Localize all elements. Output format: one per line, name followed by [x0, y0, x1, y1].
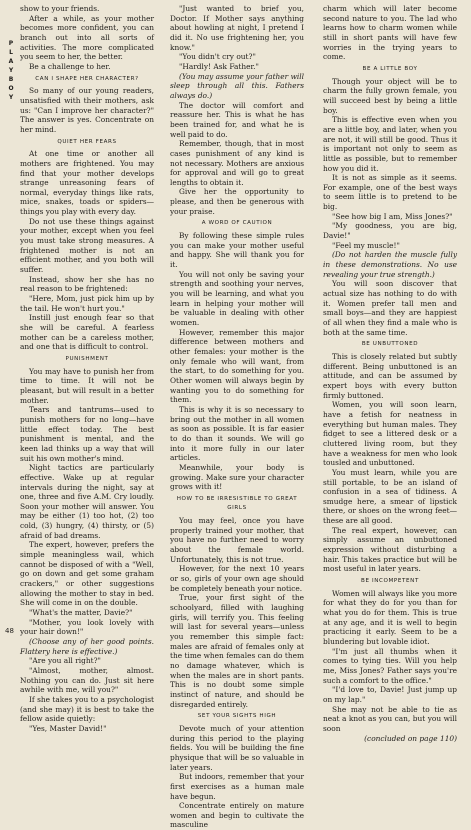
section-heading: CAN I SHAPE HER CHARACTER?: [35, 75, 139, 82]
masthead-letter: A: [8, 58, 14, 65]
paragraph: "What's the matter, Davie?": [29, 608, 133, 618]
continued-note: (concluded on page 110): [364, 733, 457, 743]
paragraph: Women will always like you more for what they do for you than for what you do for them. This is true at any age, and it is well to begin practicing it early. Seem to be a blundering but lovable idiot.: [323, 588, 457, 646]
paragraph: "Here, Mom, just pick him up by the tail. He won't hurt you.": [20, 294, 154, 313]
masthead-letter: B: [8, 76, 14, 83]
paragraph: By following these simple rules you can make your mother useful and happy. She will thank you for it.: [170, 231, 304, 270]
paragraph: (You may assume your father will sleep through all this. Fathers always do.): [170, 71, 304, 100]
masthead-letter: Y: [8, 67, 14, 74]
column-left: [20, 4, 154, 734]
paragraph: Remember, though, that in most cases punishment of any kind is not necessary. Mothers are anxious for approval and will go to great lengths to obtain it.: [170, 139, 304, 187]
playboy-masthead: [7, 40, 15, 102]
paragraph: Instill just enough fear so that she will be careful. A fearless mother can be a careless mother, and one that is difficult to control.: [20, 313, 154, 352]
paragraph: You may have to punish her from time to time. It will not be pleasant, but will result in a better mother.: [20, 366, 154, 405]
column-right: [323, 4, 457, 743]
paragraph: But indoors, remember that your first exercises as a human male have begun.: [170, 772, 304, 801]
paragraph: The doctor will comfort and reassure her. This is what he has been trained for, and what he is well paid to do.: [170, 100, 304, 139]
paragraph: charm which will later become second nature to you. The lad who learns how to charm women while still in short pants will have few worries in the trying years to come.: [323, 4, 457, 62]
paragraph: The real expert, however, can simply assume an unbuttoned expression without disturbing a hair. This takes practice but will be most useful in later years.: [323, 525, 457, 574]
paragraph: Instead, show her she has no real reason to be frightened:: [20, 274, 154, 294]
paragraph: Meanwhile, your body is growing. Make sure your character grows with it!: [170, 462, 304, 492]
paragraph: She may not be able to tie as neat a knot as you can, but you will soon: [323, 704, 457, 733]
paragraph: (Choose any of her good points. Flattery here is effective.): [20, 637, 154, 656]
paragraph: This is why it is so necessary to bring out the mother in all women as soon as possible. It is far easier to do than it sounds. We will go into it more fully in our later articles.: [170, 404, 304, 463]
paragraph: However, for the next 10 years or so, girls of your own age should be completely beneath your notice.: [170, 564, 304, 593]
paragraph: You will not only be saving your strength and soothing your nerves, you will be learning, and what you learn in helping your mother will be valuable in dealing with other women.: [170, 269, 304, 327]
paragraph: Be a challenge to her.: [29, 61, 111, 71]
paragraph: True, your first sight of the schoolyard, filled with laughing girls, will terrify you. This feeling will last for several years—unless you remember this simple fact: males are afraid of females only at the time when females can do them no damage whatever, which is when the males are in short pants. This is no doubt some simple instinct of nature, and should be disregarded entirely.: [170, 593, 304, 709]
masthead-letter: P: [8, 40, 14, 47]
section-heading: BE A LITTLE BOY: [362, 65, 418, 72]
paragraph: If she takes you to a psychologist (and she may) it is best to take the fellow aside quietly:: [20, 694, 154, 724]
paragraph: You will soon discover that actual size has nothing to do with it. Women prefer tall men and small boys—and they are happiest of all when they find a male who is both at the same time.: [323, 279, 457, 337]
section-heading: QUIET HER FEARS: [57, 138, 117, 145]
paragraph: Give her the opportunity to please, and then be generous with your praise.: [170, 187, 304, 216]
paragraph: "My goodness, you are big, Davie!": [323, 221, 457, 241]
section-heading: PUNISHMENT: [65, 355, 109, 362]
section-heading: A WORD OF CAUTION: [201, 220, 273, 227]
paragraph: Tears and tantrums—used to punish mothers for no long—have little effect today. The best punishment is mental, and the keen lad thinks up a way that will suit his own mother's mind.: [20, 405, 154, 463]
paragraph: "Hardly! Ask Father.": [179, 61, 259, 71]
paragraph: "I'm just all thumbs when it comes to tying ties. Will you help me, Miss Jones? Father says you're such a comfort to the office.": [323, 646, 457, 685]
paragraph: "Mother, you look lovely with your hair down!": [20, 617, 154, 637]
paragraph: It is not as simple as it seems. For example, one of the best ways to seem little is to pretend to be big.: [323, 173, 457, 212]
paragraph: "Are you all right?": [29, 656, 101, 666]
paragraph: Devote much of your attention during this period to the playing fields. You will be building the fine physique that will be so valuable in later years.: [170, 723, 304, 772]
paragraph: So many of our young readers, unsatisfied with their mothers, ask us: "Can I improve her character?" The answer is yes. Concentrate on her mind.: [20, 86, 154, 134]
paragraph: "See how big I am, Miss Jones?": [332, 211, 453, 221]
section-heading: BE INCOMPETENT: [361, 578, 419, 585]
paragraph: "I'd love to, Davie! Just jump up on my lap.": [323, 685, 457, 704]
column-middle: [170, 4, 304, 830]
section-heading: BE UNBUTTONED: [361, 341, 419, 348]
paragraph: Do not use these things against your mother, except when you feel you must take strong measures. A frightened mother is not an efficient mother, and you both will suffer.: [20, 216, 154, 275]
paragraph: Women, you will soon learn, have a fetish for neatness in everything but human males. They fidget to see a littered desk or a cluttered living room, but they have a weakness for men who look tousled and unbuttoned.: [323, 400, 457, 468]
paragraph: "Yes, Master David!": [29, 723, 107, 733]
paragraph: "You didn't cry out?": [179, 52, 256, 62]
paragraph: This is effective even when you are a little boy, and later, when you are not, it will still be good. Thus it is important not only to seem as little as possible, but to remember how you did it.: [323, 115, 457, 173]
paragraph: "Almost, mother, almost. Nothing you can do. Just sit here awhile with me, will you?": [20, 665, 154, 695]
section-heading: HOW TO BE IRRESISTIBLE TO GREAT GIRLS: [176, 495, 298, 512]
paragraph: Concentrate entirely on mature women and begin to cultivate the masculine: [170, 801, 304, 830]
paragraph: After a while, as your mother becomes more confident, you can branch out into all sorts of activities. The more complicated you seem to her, the better.: [20, 13, 154, 62]
masthead-letter: O: [8, 85, 14, 92]
paragraph: Though your object will be to charm the fully grown female, you will succeed best by being a little boy.: [323, 76, 457, 115]
paragraph: However, remember this major difference between mothers and other females: your mother is the only female who will want, from the start, to do something for you. Other women will always begin by wanting you to do something for them.: [170, 327, 304, 405]
page-number: 48: [5, 627, 14, 635]
paragraph: "Just wanted to brief you, Doctor. If Mother says anything about howling at night, I pretend I did it. No use frightening her, you know.": [170, 4, 304, 52]
paragraph: (Do not harden the muscle fully in these demonstrations. No use revealing your true strength.): [323, 250, 457, 279]
paragraph: The expert, however, prefers the simple meaningless wail, which cannot be disposed of with a "Well, go on down and get some graham crackers," or other suggestions allowing the mother to stay in bed. She will come in on the double.: [20, 540, 154, 608]
paragraph: Night tactics are particularly effective. Wake up at regular intervals during the night, say at one, three and five A.M. Cry loudly. Soon your mother will answer. You may be either (1) too hot, (2) too cold, (3) hungry, (4) thirsty, or (5) afraid of bad dreams.: [20, 463, 154, 540]
masthead-letter: Y: [8, 94, 14, 101]
section-heading: SET YOUR SIGHTS HIGH: [197, 713, 277, 720]
paragraph: You must learn, while you are still portable, to be an island of confusion in a sea of tidiness. A smudge here, a smear of lipstick there, or shoes on the wrong feet—these are all good.: [323, 467, 457, 526]
paragraph: show to your friends.: [20, 4, 100, 13]
masthead-letter: L: [9, 49, 13, 56]
paragraph: This is closely related but subtly different. Being unbuttoned is an attitude, and can be assumed by expert boys with every button firmly buttoned.: [323, 351, 457, 400]
paragraph: "Feel my muscle!": [332, 240, 400, 250]
paragraph: You may feel, once you have properly trained your mother, that you have no further need to worry about the female world. Unfortunately, this is not true.: [170, 516, 304, 564]
paragraph: At one time or another all mothers are frightened. You may find that your mother develops strange unreasoning fears of normal, everyday things like rats, mice, snakes, toads or spiders—things you play with every day.: [20, 149, 154, 217]
